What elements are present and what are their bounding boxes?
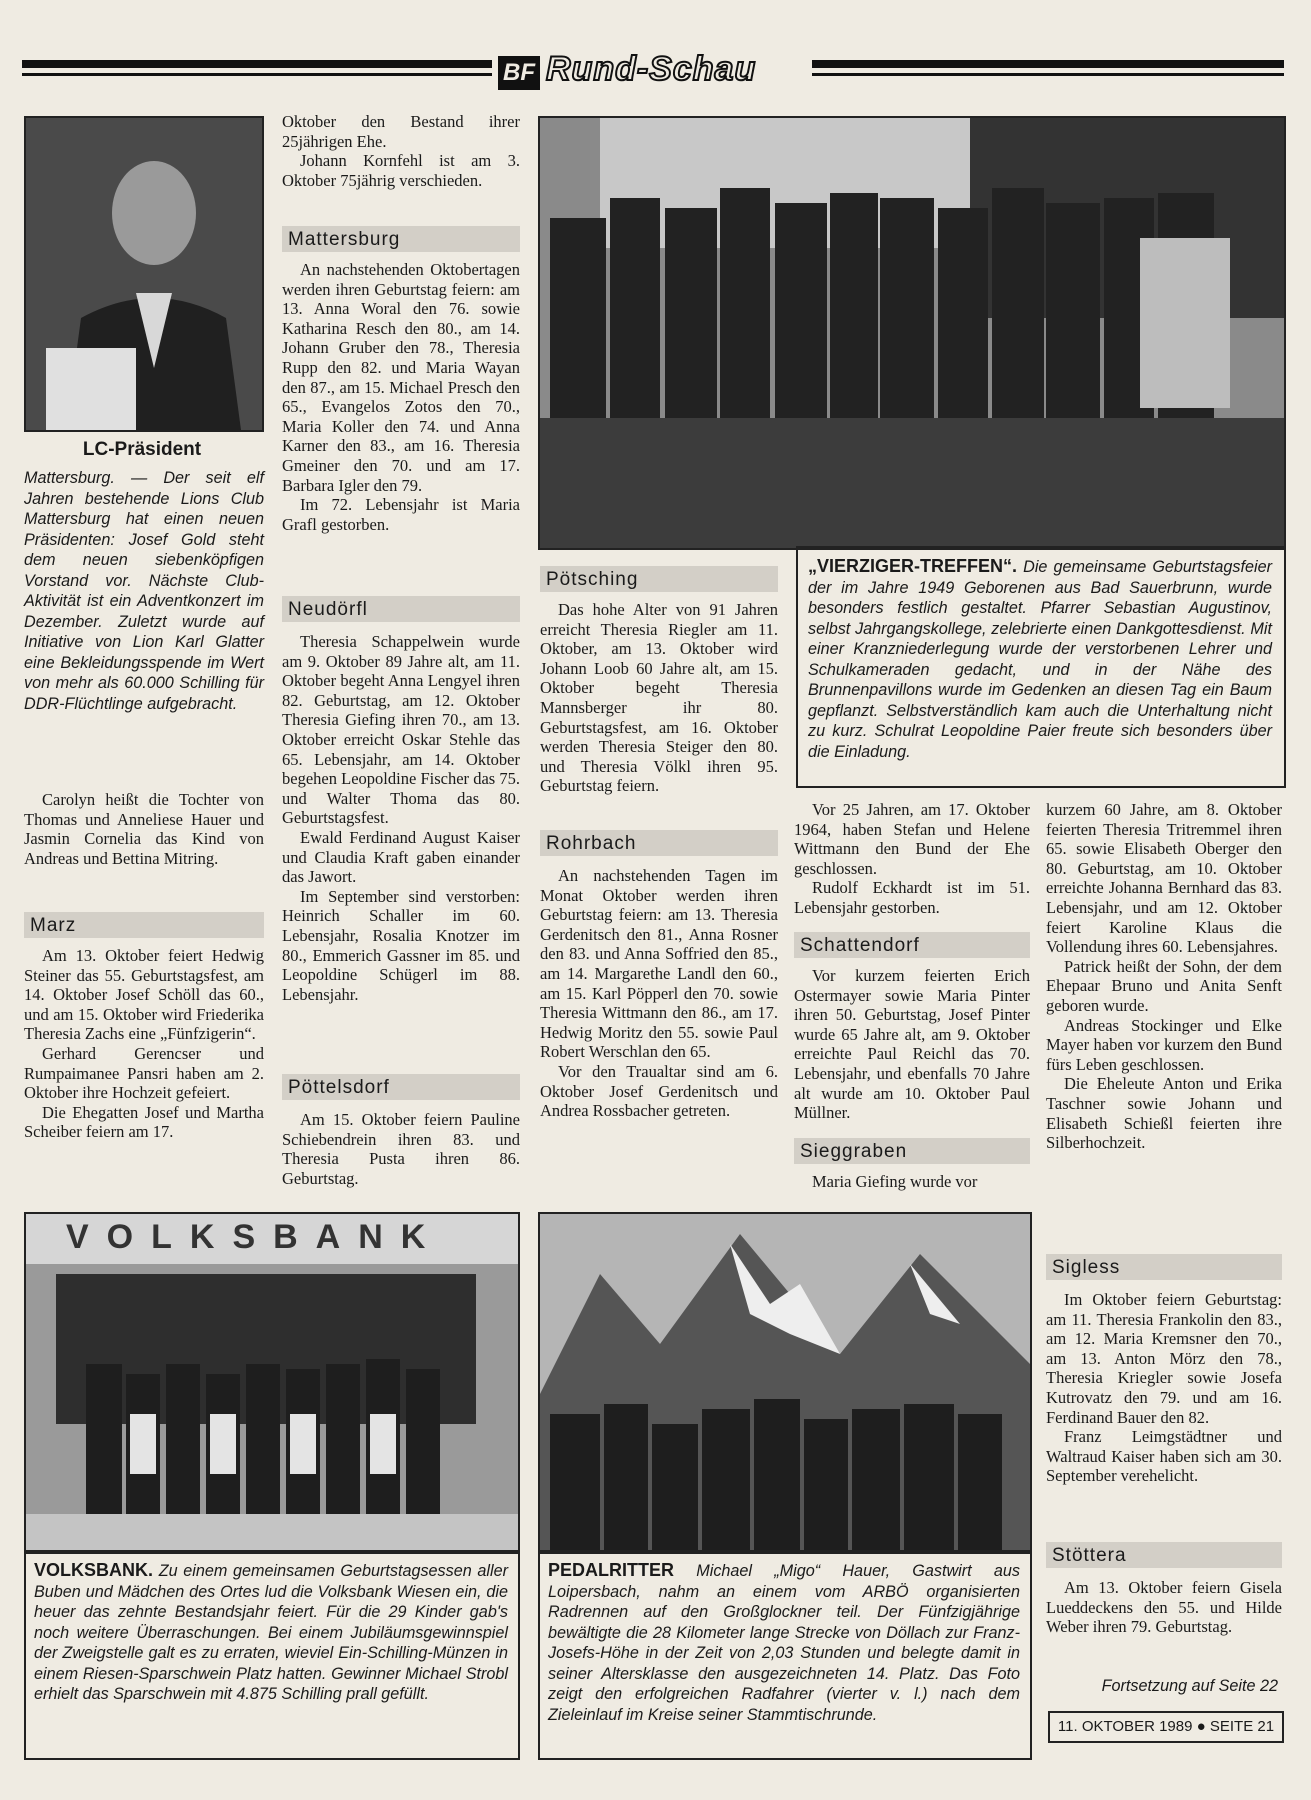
stoettera-paragraph: Am 13. Oktober feiern Gisela Lueddeckens den 55. und Hilde Weber ihren 79. Geburtstag.	[1046, 1578, 1282, 1637]
neudoerfl-text	[282, 632, 520, 1004]
continued-on-page: Fortsetzung auf Seite 22	[1101, 1677, 1278, 1695]
poettelsdorf-text	[282, 1110, 520, 1188]
column-5-top	[1046, 800, 1282, 1153]
pedalritter-caption	[548, 1560, 1020, 1725]
vierziger-group-photo	[538, 116, 1286, 550]
anniversary-paragraph: Vor 25 Jahren, am 17. Oktober 1964, haben Stefan und Helene Wittmann den Bund der Ehe geschlossen.	[794, 800, 1030, 878]
volksbank-photo	[24, 1212, 520, 1554]
pedalritter-caption-text: Michael „Migo“ Hauer, Gastwirt aus Loipersbach, nahm an einem vom ARBÖ organisierten Radrennen auf den Großglockner teil. Der Fünfzigjährige bewältigte die 28 Kilometer lange Strecke von Döllach zur Franz-Josefs-Höhe in der Zeit von 2,03 Stunden und belegte damit in seiner Altersklasse den ausgezeichneten 14. Platz. Das Foto zeigt den erfolgreichen Radfahrer (vierter v. l.) nach dem Zieleinlauf im Kreise seiner Stammtischrunde.	[548, 1562, 1020, 1724]
column-4-top	[794, 800, 1030, 918]
masthead-rule-left	[22, 60, 492, 68]
masthead-rule-right	[812, 60, 1284, 68]
vierziger-caption-heading: „VIERZIGER-TREFFEN“.	[808, 556, 1018, 576]
heading-mattersburg: Mattersburg	[282, 226, 520, 252]
masthead-logo: BF	[498, 56, 540, 90]
masthead-title: Rund-Schau	[546, 50, 757, 88]
mattersburg-text	[282, 260, 520, 534]
rohrbach-paragraph: Vor den Traualtar sind am 6. Oktober Josef Gerdenitsch und Andrea Rossbacher getreten.	[540, 1061, 778, 1121]
heading-marz: Marz	[24, 912, 264, 938]
page-number: SEITE 21	[1209, 1718, 1275, 1735]
heading-sieggraben: Sieggraben	[794, 1138, 1030, 1164]
sieggraben-paragraph: Maria Giefing wurde vor	[812, 1172, 978, 1191]
issue-date: 11. OKTOBER 1989	[1057, 1718, 1193, 1735]
page-footer	[1048, 1711, 1284, 1743]
bullet-separator: ●	[1196, 1718, 1206, 1735]
pedalritter-photo	[538, 1212, 1032, 1554]
marz-paragraph: Am 13. Oktober feiert Hedwig Steiner das 55. Geburtstagsfest, am 14. Oktober Josef Schöll das 60., und am 15. Oktober wird Friederika Theresia Zachs eine „Fünfzigerin“.	[24, 946, 264, 1044]
vierziger-caption	[808, 556, 1272, 762]
rohrbach-paragraph: An nachstehenden Tagen im Monat Oktober werden ihren Geburtstag feiern: am 13. Theresia Gerdenitsch den 81., Anna Rosner den 83. und Anna Soffried den 85., am 14. Margarethe Landl den 60., am 15. Karl Pöpperl den 70. sowie Theresia Wittmann den 86., am 17. Hedwig Moritz den 55. sowie Paul Robert Werschlan den 65.	[540, 866, 778, 1062]
vierziger-caption-text: Die gemeinsame Geburtstagsfeier der im Jahre 1949 Geborenen aus Bad Sauerbrunn, wurde besonders festlich gestaltet. Pfarrer Sebastian Augustinov, selbst Jahrgangskollege, zelebrierte einen Dankgottesdienst. Mit einer Kranzniederlegung wurde der verstorbenen Lehrer und Schulkameraden gedacht, und in der Nähe des Brunnenpavillons wurde im Gedenken an diesen Tag ein Baum gepflanzt. Selbstverständlich kam auch die Unterhaltung nicht zu kurz. Schulrat Leopoldine Paier freute sich besonders über die Einladung.	[808, 558, 1272, 761]
column-2-top	[282, 112, 520, 190]
sigless-paragraph: Im Oktober feiern Geburtstag: am 11. Theresia Frankolin den 83., am 12. Maria Kremsner den 70., am 13. Anton Mörz den 78., Theresia Kriegler sowie Josefa Kutrovatz den 79. und am 16. Ferdinand Bauer den 82.	[1046, 1290, 1282, 1427]
sieggraben-text	[794, 1172, 1030, 1192]
obituary-paragraph: Rudolf Eckhardt ist im 51. Lebensjahr gestorben.	[794, 878, 1030, 917]
masthead-rule-right-thin	[812, 73, 1284, 76]
sigless-paragraph: Franz Leimgstädtner und Waltraud Kaiser haben sich am 30. September verehelicht.	[1046, 1427, 1282, 1486]
poetsching-paragraph: Das hohe Alter von 91 Jahren erreicht Theresia Riegler am 11. Oktober, am 13. Oktober wird Johann Loob 60 Jahre alt, am 15. Oktober begeht Theresia Mannsberger ihr 80. Geburtstagsfest, am 16. Oktober werden Theresia Steiger den 80. und Theresia Völkl ihren 95. Geburtstag feiern.	[540, 600, 778, 796]
sigless-text	[1046, 1290, 1282, 1486]
marz-paragraph: Gerhard Gerencser und Rumpaimanee Pansri haben am 2. Oktober ihre Hochzeit gefeiert.	[24, 1043, 264, 1103]
birth-paragraph: Patrick heißt der Sohn, der dem Ehepaar Bruno und Anita Senft geboren wurde.	[1046, 956, 1282, 1015]
masthead-rule-left-thin	[22, 73, 492, 76]
heading-sigless: Sigless	[1046, 1254, 1282, 1280]
sieggraben-continued: kurzem 60 Jahre, am 8. Oktober feierten Theresia Tritremmel ihren 65. sowie Elisabeth Oberger den 80. Geburtstag, am 10. Oktober erreichte Johanna Bernhard das 83. Lebensjahr, und am 12. Oktober feiert Karoline Klaus die Vollendung ihres 60. Lebensjahres.	[1046, 800, 1282, 957]
heading-poetsching: Pötsching	[540, 566, 778, 592]
marz-paragraph: Die Ehegatten Josef und Martha Scheiber feiern am 17.	[24, 1102, 264, 1142]
lc-president-photo	[24, 116, 264, 432]
column-1	[24, 790, 264, 868]
lc-caption-text: Mattersburg. — Der seit elf Jahren bestehende Lions Club Mattersburg hat einen neuen Präsidenten: Josef Gold steht dem neuen siebenköpfigen Vorstand vor. Nächste Club-Aktivität ist ein Adventkonzert im Dezember. Zuletzt wurde auf Initiative von Lion Karl Glatter eine Bekleidungsspende im Wert von mehr als 60.000 Schilling für DDR-Flüchtlinge aufgebracht.	[24, 469, 264, 713]
wedding-paragraph: Andreas Stockinger und Elke Mayer haben vor kurzem den Bund fürs Leben geschlossen.	[1046, 1015, 1282, 1074]
neudoerfl-paragraph: Ewald Ferdinand August Kaiser und Claudia Kraft gaben einander das Jawort.	[282, 827, 520, 887]
continued-paragraph: Oktober den Bestand ihrer 25jährigen Ehe.	[282, 112, 520, 151]
birth-notice: Carolyn heißt die Tochter von Thomas und Anneliese Hauer und Jasmin Cornelia das Kind von Andreas und Bettina Mitring.	[24, 790, 264, 868]
neudoerfl-paragraph: Im September sind verstorben: Heinrich Schaller im 60. Lebensjahr, Rosalia Knotzer im 80., Emmerich Gassner im 85. und Leopoldine Schügerl im 88. Lebensjahr.	[282, 886, 520, 1004]
pedalritter-caption-heading: PEDALRITTER	[548, 1560, 674, 1580]
heading-poettelsdorf: Pöttelsdorf	[282, 1074, 520, 1100]
mattersburg-paragraph: An nachstehenden Oktobertagen werden ihren Geburtstag feiern: am 13. Anna Woral den 76. sowie Katharina Resch den 80., am 14. Johann Gruber den 78., Theresia Rupp den 82. und Maria Wayan den 87., am 15. Michael Presch den 65., Evangelos Zotos den 70., Maria Koller den 74. und Anna Karner den 83., am 16. Theresia Gmeiner den 70. und am 17. Barbara Igler den 79.	[282, 260, 520, 495]
mattersburg-paragraph: Im 72. Lebensjahr ist Maria Grafl gestorben.	[282, 495, 520, 534]
volksbank-sign: VOLKSBANK	[66, 1218, 444, 1256]
lc-caption-heading: LC-Präsident	[82, 439, 202, 460]
poetsching-text	[540, 600, 778, 796]
stoettera-text	[1046, 1578, 1282, 1637]
heading-stoettera: Stöttera	[1046, 1542, 1282, 1568]
volksbank-caption-text: Zu einem gemeinsamen Geburtstagsessen aller Buben und Mädchen des Ortes lud die Volksbank Wiesen ein, die heuer das zehnte Bestandsjahr feiert. Für die 29 Kinder gab's noch weitere Überraschungen. Bei einem Jubiläumsgewinnspiel der Zweigstelle galt es zu erraten, wieviel Ein-Schilling-Münzen in einem Riesen-Sparschwein Platz hatten. Gewinner Michael Strobl erhielt das Sparschwein mit 4.875 Schilling prall gefüllt.	[34, 1562, 509, 1703]
silver-wedding-paragraph: Die Eheleute Anton und Erika Taschner sowie Johann und Elisabeth Schießl feierten ihre Silberhochzeit.	[1046, 1074, 1282, 1153]
schattendorf-text	[794, 966, 1030, 1123]
neudoerfl-paragraph: Theresia Schappelwein wurde am 9. Oktober 89 Jahre alt, am 11. Oktober begeht Anna Lengyel ihren 82. Geburtstag, am 12. Oktober Theresia Giefing ihren 70., am 13. Oktober erreicht Oskar Stehle das 65. Lebensjahr, am 14. Oktober begehen Leopoldine Fischer das 75. und Walter Thoma das 80. Geburtstagsfest.	[282, 632, 520, 828]
poettelsdorf-paragraph: Am 15. Oktober feiern Pauline Schiebendrein ihren 83. und Theresia Pusta ihren 86. Geburtstag.	[282, 1110, 520, 1188]
volksbank-caption-heading: VOLKSBANK.	[34, 1560, 154, 1580]
schattendorf-paragraph: Vor kurzem feierten Erich Ostermayer sowie Maria Pinter ihren 50. Geburtstag, Josef Pinter wurde 65 Jahre alt, am 9. Oktober erreichte Paul Reichl das 70. Lebensjahr, und ebenfalls 70 Jahre alt wurde am 10. Oktober Paul Müllner.	[794, 966, 1030, 1123]
marz-text	[24, 946, 264, 1142]
rohrbach-text	[540, 866, 778, 1121]
heading-neudoerfl: Neudörfl	[282, 596, 520, 622]
volksbank-caption	[34, 1560, 508, 1705]
heading-rohrbach: Rohrbach	[540, 830, 778, 856]
obituary-paragraph: Johann Kornfehl ist am 3. Oktober 75jährig verschieden.	[282, 151, 520, 190]
heading-schattendorf: Schattendorf	[794, 932, 1030, 958]
